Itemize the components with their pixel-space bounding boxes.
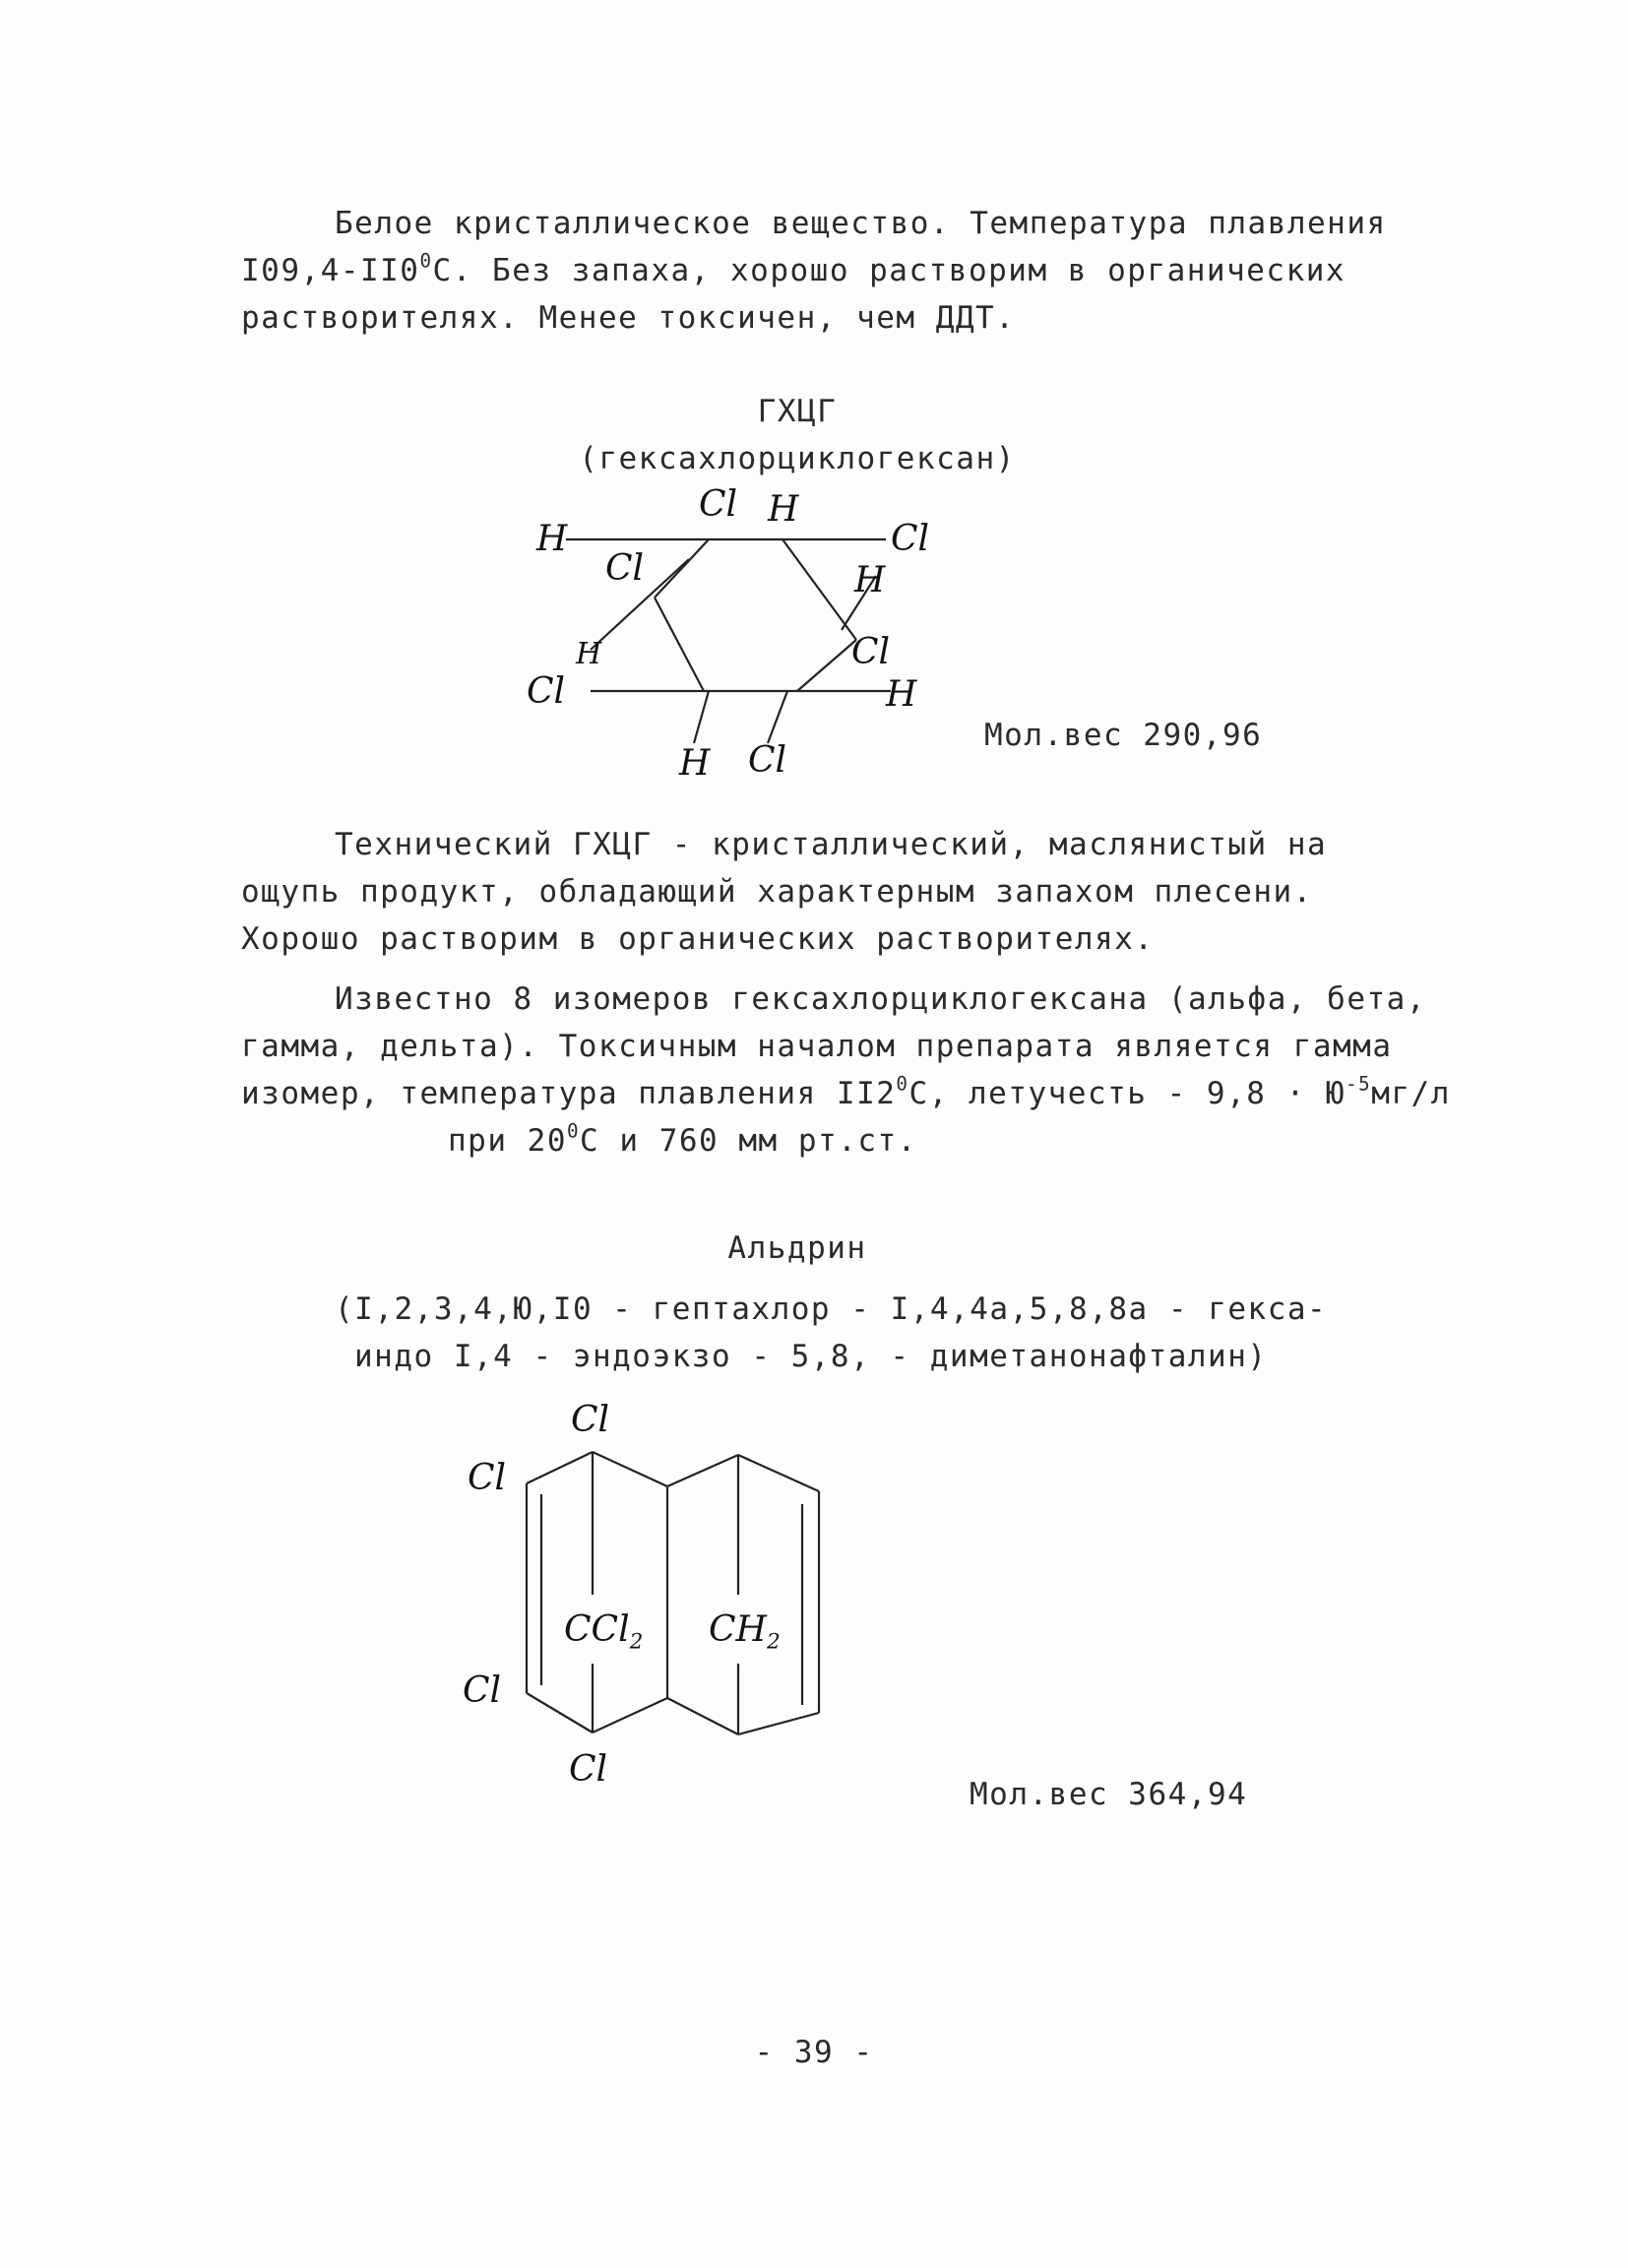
page-number: - 39 - xyxy=(754,2035,874,2070)
intro-line-1: Белое кристаллическое вещество. Температура плавления xyxy=(335,206,1387,241)
hch-atom-cl-inner-left: Cl xyxy=(605,548,645,589)
aldrin-atom-cl-top: Cl xyxy=(571,1400,610,1440)
isomers-line-1: Известно 8 изомеров гексахлорциклогексана (альфа, бета, xyxy=(335,981,1426,1017)
hch-atom-cl-inner-right: Cl xyxy=(851,632,891,672)
aldrin-atom-cl-left-top: Cl xyxy=(468,1458,507,1498)
isomers-line-2: гамма, дельта). Токсичным началом препарата является гамма xyxy=(241,1029,1393,1064)
hch-atom-cl-top: Cl xyxy=(699,484,738,525)
aldrin-mol-weight: Мол.вес 364,94 xyxy=(970,1777,1248,1812)
intro-line-2: $I09,4-II0^0С$. Без запаха, хорошо растворим в органических xyxy=(241,249,1346,288)
hch-atom-h-left: H xyxy=(536,519,568,559)
hch-atom-h-bottom-right: H xyxy=(886,674,917,715)
technical-line-3: Хорошо растворим в органических растворителях. xyxy=(241,921,1155,957)
aldrin-name-line-2: индо I,4 - эндоэкзо - 5,8, - диметанонафталин) xyxy=(354,1339,1268,1374)
aldrin-atom-cl-left-bottom: Cl xyxy=(463,1670,502,1711)
aldrin-atom-ccl2: CCl$_2$ xyxy=(564,1609,644,1655)
aldrin-atom-cl-bottom: Cl xyxy=(569,1749,608,1790)
hch-atom-h-top: H xyxy=(768,489,799,530)
isomers-line-3: изомер, температура плавления $II2^0С$, летучесть - $9,8 \cdot Ю^{-5}мг/л$ xyxy=(241,1072,1451,1111)
technical-line-1: Технический ГХЦГ - кристаллический, маслянистый на xyxy=(335,827,1328,862)
aldrin-atom-ch2: $CH_2$ xyxy=(709,1609,781,1655)
isomers-line-4: при $20^0С$ и 760 мм рт.ст. xyxy=(448,1119,917,1159)
hch-atom-cl-bottom-left: Cl xyxy=(527,671,566,712)
hch-title: ГХЦГ xyxy=(757,394,838,429)
hch-subtitle: (гексахлорциклогексан) xyxy=(579,441,1016,476)
hch-mol-weight: Мол.вес 290,96 xyxy=(984,718,1263,753)
hch-atom-h-bottom: H xyxy=(679,743,711,784)
hch-atom-cl-bottom: Cl xyxy=(748,740,787,781)
technical-line-2: ощупь продукт, обладающий характерным запахом плесени. xyxy=(241,874,1313,910)
aldrin-name-line-1: (I,2,3,4,Ю,I0 - гептахлор - I,4,4а,5,8,8а - гекса- xyxy=(335,1292,1328,1327)
hch-atom-h-inner-left: H xyxy=(576,637,602,671)
hch-atom-cl-right: Cl xyxy=(891,519,930,559)
hch-atom-h-inner-right: H xyxy=(854,560,886,600)
intro-line-3: растворителях. Менее токсичен, чем ДДТ. xyxy=(241,300,1016,336)
aldrin-title: Альдрин xyxy=(727,1230,867,1266)
